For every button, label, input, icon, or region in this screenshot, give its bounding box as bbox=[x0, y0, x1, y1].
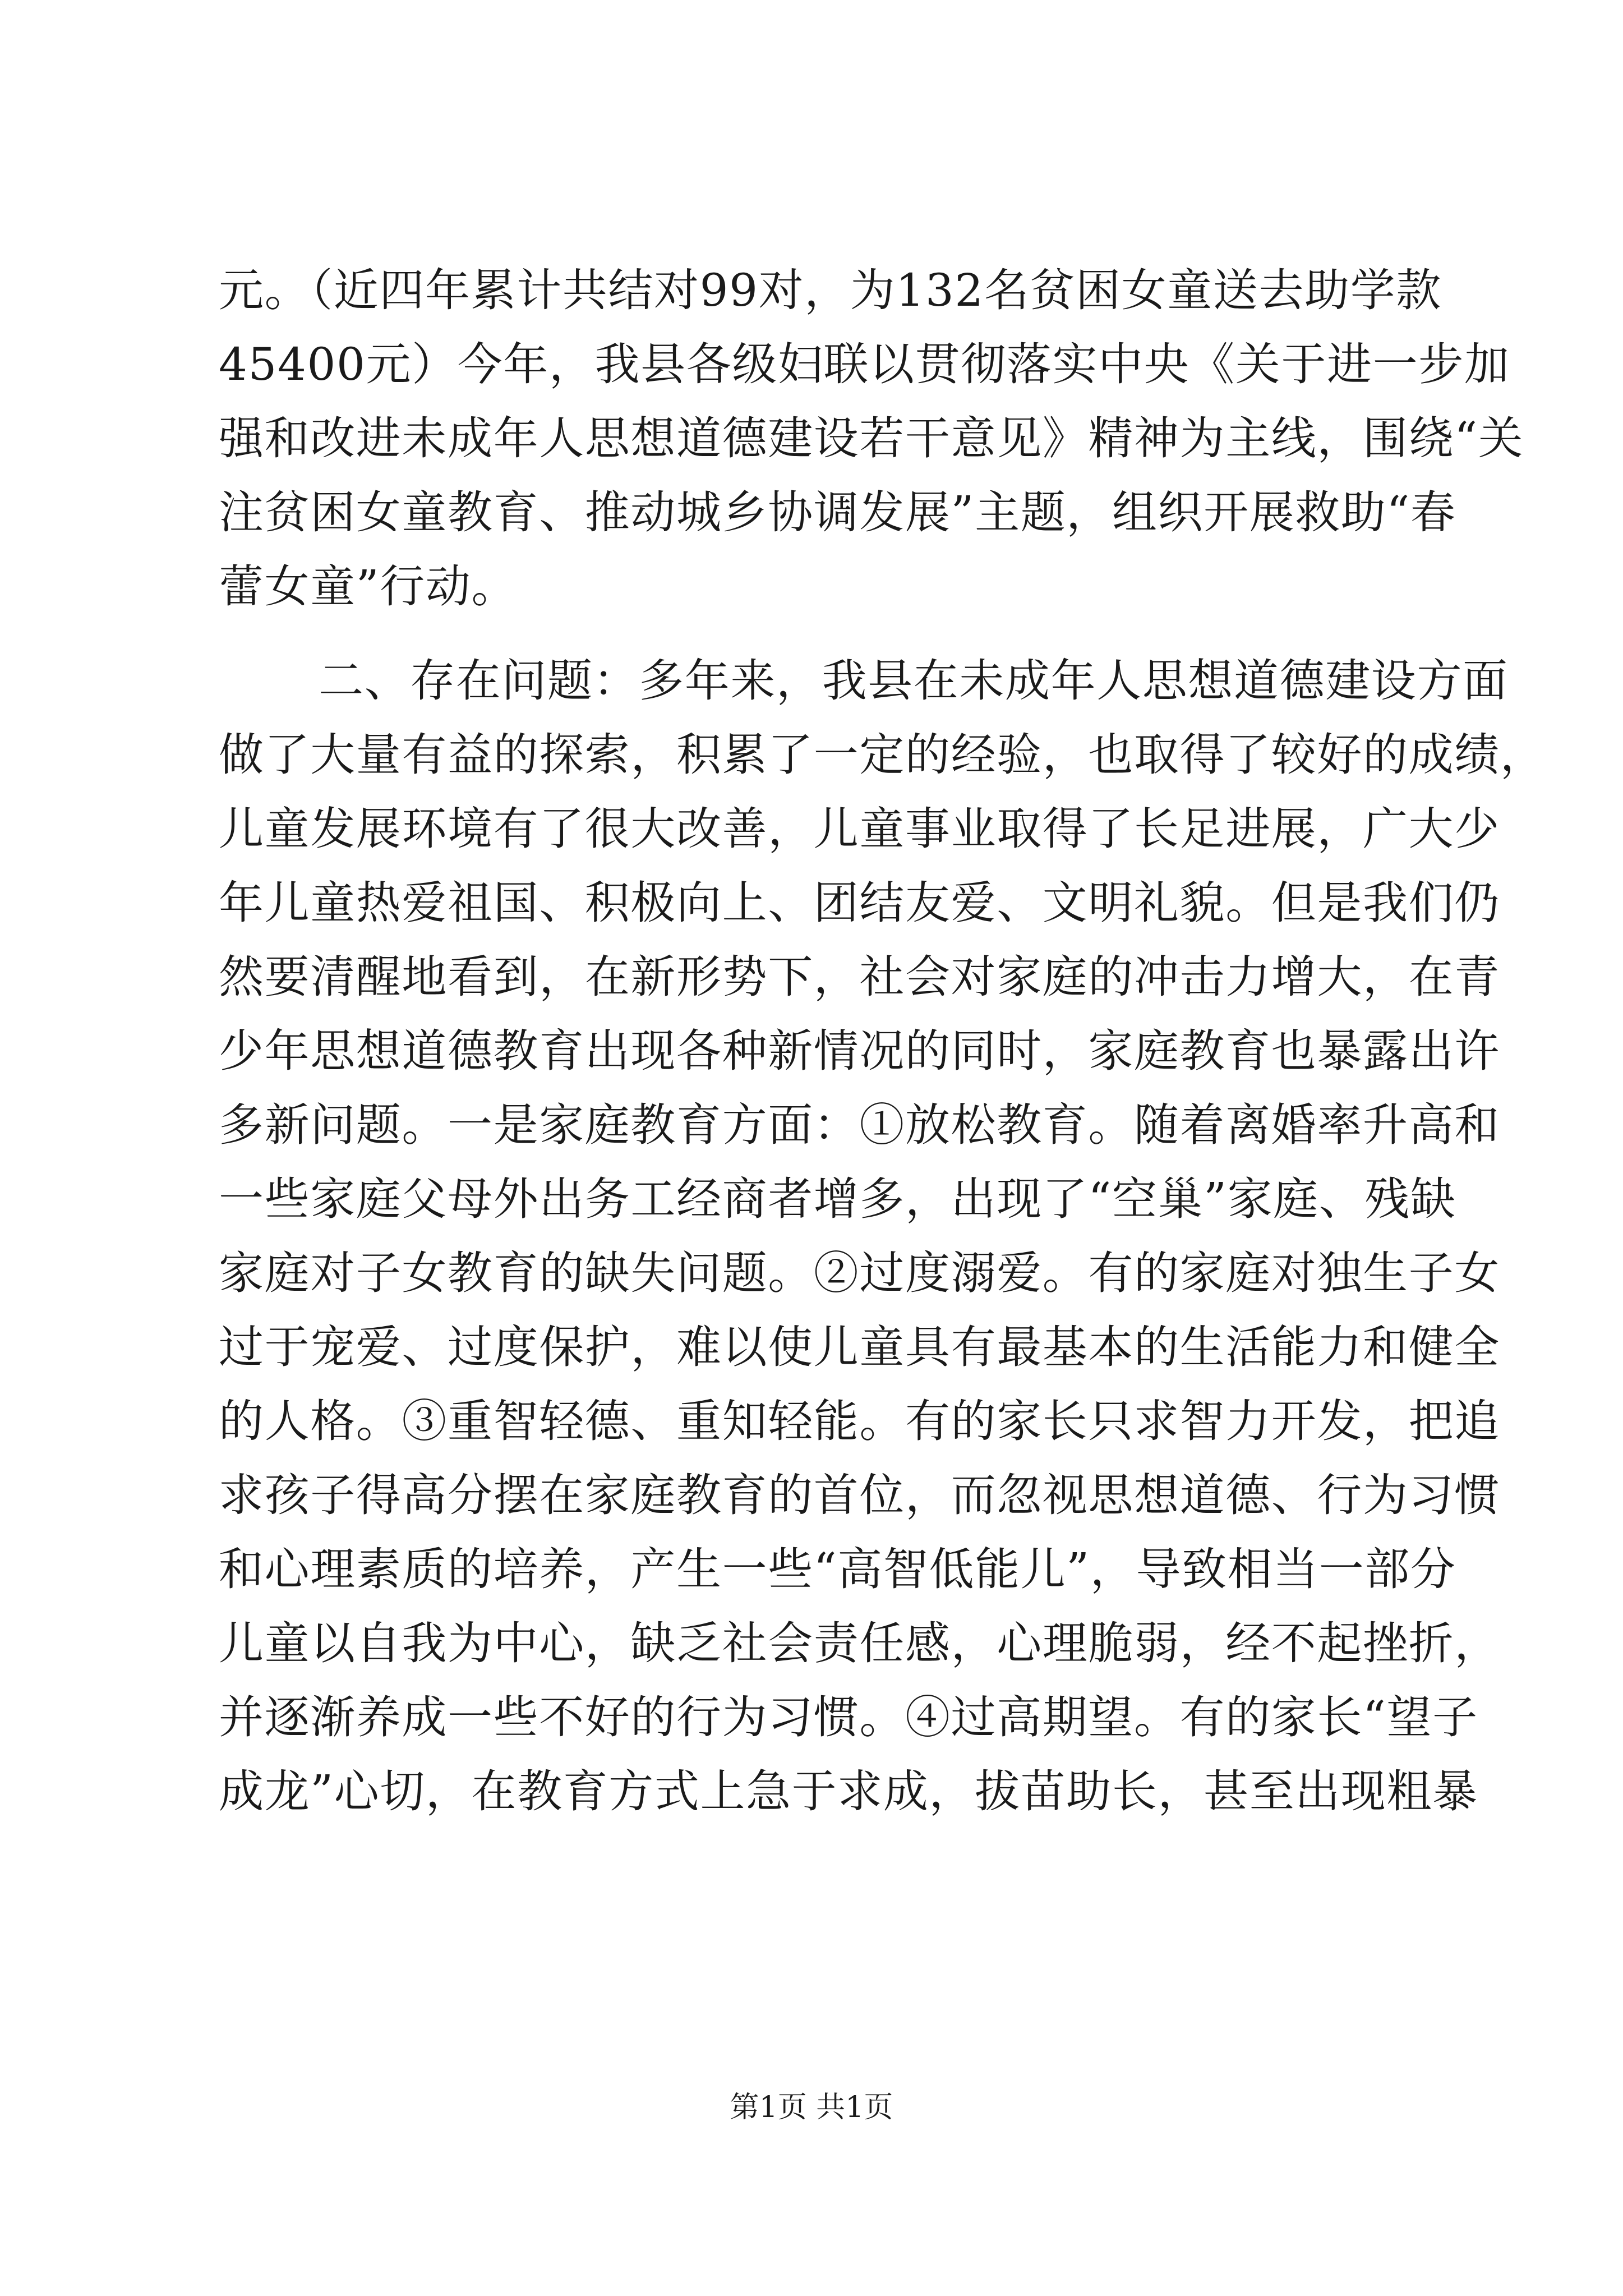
text-line: 注贫困女童教育、推动城乡协调发展”主题，组织开展救助“春 bbox=[219, 486, 1456, 539]
text-line: 多新问题。一是家庭教育方面：①放松教育。随着离婚率升高和 bbox=[219, 1099, 1500, 1151]
text-line: 求孩子得高分摆在家庭教育的首位，而忽视思想道德、行为习惯 bbox=[219, 1469, 1500, 1521]
text-line: 然要清醒地看到，在新形势下，社会对家庭的冲击力增大，在青 bbox=[219, 951, 1500, 1003]
page-footer bbox=[0, 2088, 1623, 2127]
text-line: 年儿童热爱祖国、积极向上、团结友爱、文明礼貌。但是我们仍 bbox=[219, 877, 1500, 929]
text-line: 45400元）今年，我县各级妇联以贯彻落实中央《关于进一步加 bbox=[219, 338, 1510, 390]
text-line: 的人格。③重智轻德、重知轻能。有的家长只求智力开发，把追 bbox=[219, 1395, 1500, 1447]
text-line: 儿童发展环境有了很大改善，儿童事业取得了长足进展，广大少 bbox=[219, 803, 1500, 855]
text-line: 元。（近四年累计共结对99对，为132名贫困女童送去助学款 bbox=[219, 264, 1442, 316]
text-line: 少年思想道德教育出现各种新情况的同时，家庭教育也暴露出许 bbox=[219, 1025, 1500, 1077]
text-line: 和心理素质的培养，产生一些“高智低能儿”，导致相当一部分 bbox=[219, 1543, 1456, 1595]
text-line: 蕾女童”行动。 bbox=[219, 560, 518, 613]
text-line-first: 二、存在问题：多年来，我县在未成年人思想道德建设方面 bbox=[319, 655, 1509, 707]
text-line: 并逐渐养成一些不好的行为习惯。④过高期望。有的家长“望子 bbox=[219, 1691, 1478, 1743]
text-line: 成龙”心切，在教育方式上急于求成，拔苗助长，甚至出现粗暴 bbox=[219, 1765, 1478, 1818]
text-line: 家庭对子女教育的缺失问题。②过度溺爱。有的家庭对独生子女 bbox=[219, 1247, 1500, 1299]
text-line: 做了大量有益的探索，积累了一定的经验，也取得了较好的成绩， bbox=[219, 729, 1546, 781]
text-line: 儿童以自我为中心，缺乏社会责任感，心理脆弱，经不起挫折， bbox=[219, 1617, 1500, 1669]
paragraph-existing-problems bbox=[219, 644, 1546, 1829]
text-line: 强和改进未成年人思想道德建设若干意见》精神为主线，围绕“关 bbox=[219, 412, 1524, 464]
text-line: 一些家庭父母外出务工经商者增多，出现了“空巢”家庭、残缺 bbox=[219, 1173, 1456, 1225]
paragraph-continuation bbox=[219, 254, 1524, 624]
page-number-label: 第1页 共1页 bbox=[730, 2091, 893, 2124]
document-body bbox=[219, 254, 1546, 1829]
text-line: 过于宠爱、过度保护，难以使儿童具有最基本的生活能力和健全 bbox=[219, 1321, 1500, 1373]
paragraph-spacing bbox=[219, 624, 1413, 644]
